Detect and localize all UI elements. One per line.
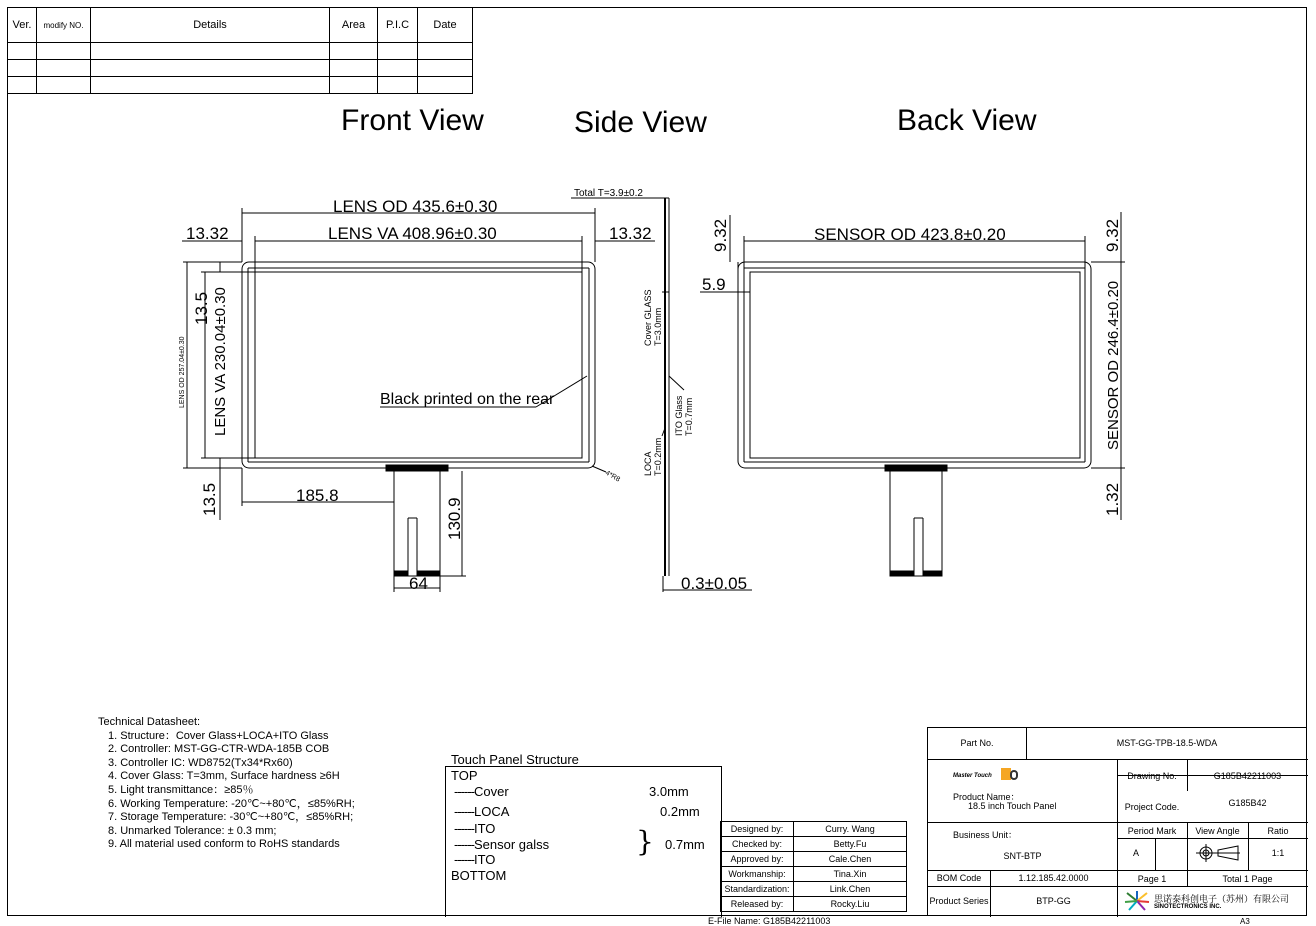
approval-name: Cale.Chen <box>794 852 907 867</box>
product-name: 18.5 inch Touch Panel <box>968 801 1057 811</box>
approval-name: Link.Chen <box>794 882 907 897</box>
tps-bottom: BOTTOM <box>451 868 507 883</box>
front-view-title: Front View <box>341 104 484 137</box>
approval-name: Curry. Wang <box>794 822 907 837</box>
page: Page 1 <box>1137 874 1167 884</box>
company-logo-icon <box>1124 890 1150 912</box>
view-angle-icon <box>1196 844 1242 862</box>
period-mark: A <box>1133 848 1140 858</box>
bom-code: 1.12.185.42.0000 <box>1018 873 1089 883</box>
dim-fpc-thickness: 0.3±0.05 <box>681 574 748 593</box>
dim-lens-od: LENS OD 435.6±0.30 <box>333 197 498 216</box>
black-print-note: Black printed on the rear <box>380 391 555 408</box>
tech-item: 1. Structure：Cover Glass+LOCA+ITO Glass <box>108 729 329 742</box>
tps-brace: } <box>636 825 654 858</box>
front-va-outline <box>255 272 582 458</box>
efile-label: E-File Name: <box>708 916 761 926</box>
rev-header-ver: Ver. <box>8 8 37 43</box>
drawing-no: G185B42211003 <box>1213 771 1282 781</box>
dim-back-left-offset: 5.9 <box>702 275 726 294</box>
efile-value: G185B42211003 <box>763 916 831 926</box>
brand-logo: Master Touch <box>953 773 992 779</box>
efile-name <box>708 916 830 926</box>
tech-item: 8. Unmarked Tolerance: ± 0.3 mm; <box>108 824 277 837</box>
rev-header-pic: P.I.C <box>378 8 418 43</box>
cover-glass-thickness: T=3.0mm <box>653 307 663 346</box>
approval-name: Rocky.Liu <box>794 897 907 912</box>
sheet-size: A3 <box>1240 917 1250 926</box>
tps-layer-sensor: Sensor galss <box>473 837 550 852</box>
approval-name: Betty.Fu <box>794 837 907 852</box>
dim-back-top-left: 9.32 <box>711 218 730 252</box>
approval-role: Standardization: <box>721 882 794 897</box>
cover-glass-label: Cover GLASS <box>643 289 653 346</box>
technical-datasheet <box>98 716 355 852</box>
dim-top-margin: 13.5 <box>192 291 211 325</box>
dim-sensor-od-vertical: SENSOR OD 246.4±0.20 <box>1105 280 1122 450</box>
rev-header-area: Area <box>330 8 378 43</box>
project-code: G185B42 <box>1228 798 1267 808</box>
tps-layer-ito-2: ITO <box>473 852 496 867</box>
title-block <box>927 727 1307 916</box>
ratio-label: Ratio <box>1267 826 1289 836</box>
tech-item: 3. Controller IC: WD8752(Tx34*Rx60) <box>108 756 293 769</box>
back-sensor-outline <box>738 262 1091 468</box>
dim-margin-left: 13.32 <box>186 224 229 243</box>
business-unit-label: Business Unit： <box>953 830 1018 840</box>
back-fpc-tail <box>890 471 942 576</box>
dim-corner-radius: 4*R8 <box>604 469 621 484</box>
product-name-label: Product Name： <box>953 792 1020 802</box>
product-series-label: Product Series <box>929 896 989 906</box>
dim-lens-va: LENS VA 408.96±0.30 <box>328 224 497 243</box>
front-fpc-connector <box>386 465 448 471</box>
ratio: 1:1 <box>1271 848 1285 858</box>
drawing-no-label: Drawing No. <box>1127 771 1177 781</box>
company-name-cn: 思诺泰科创电子（苏州）有限公司 <box>1154 895 1290 905</box>
dim-lens-od-vertical: LENS OD 257.04±0.30 <box>179 336 186 408</box>
total-pages: Total 1 Page <box>1222 874 1273 884</box>
approval-role: Workmanship: <box>721 867 794 882</box>
dim-bottom-margin: 13.5 <box>200 482 219 516</box>
dim-sensor-od: SENSOR OD 423.8±0.20 <box>814 225 1006 244</box>
company-name-en: SINOTECTRONICS INC. <box>1154 904 1222 910</box>
total-thickness-label: Total T=3.9±0.2 <box>574 188 643 199</box>
loca-label: LOCA <box>643 451 653 476</box>
dim-fpc-offset: 185.8 <box>296 486 339 505</box>
tps-thickness-cover: 3.0mm <box>649 784 689 799</box>
tps-thickness-loca: 0.2mm <box>660 804 700 819</box>
ito-glass-label: ITO Glass <box>674 395 684 436</box>
side-view-title: Side View <box>574 106 707 139</box>
project-code-label: Project Code. <box>1124 802 1180 812</box>
view-angle-label: View Angle <box>1195 826 1240 836</box>
part-no: MST-GG-TPB-18.5-WDA <box>1116 738 1218 748</box>
dim-margin-right: 13.32 <box>609 224 652 243</box>
tps-title: Touch Panel Structure <box>451 752 579 767</box>
approval-role: Checked by: <box>721 837 794 852</box>
approval-name: Tina.Xin <box>794 867 907 882</box>
tps-layer-cover: Cover <box>473 784 509 799</box>
tech-title: Technical Datasheet: <box>98 716 201 728</box>
period-mark-label: Period Mark <box>1127 826 1177 836</box>
approval-role: Released by: <box>721 897 794 912</box>
rev-header-details: Details <box>91 8 330 43</box>
dim-back-bottom: 1.32 <box>1103 482 1122 516</box>
product-series: BTP-GG <box>1036 896 1071 906</box>
tps-top: TOP <box>451 768 478 783</box>
tech-item: 6. Working Temperature: -20℃~+80℃，≤85%RH; <box>108 797 355 810</box>
approval-role: Designed by: <box>721 822 794 837</box>
rev-header-date: Date <box>418 8 473 43</box>
tps-layer-ito: ITO <box>473 821 496 836</box>
dim-fpc-length: 130.9 <box>445 497 464 540</box>
dim-lens-va-vertical: LENS VA 230.04±0.30 <box>212 287 229 436</box>
tech-item: 2. Controller: MST-GG-CTR-WDA-185B COB <box>108 743 330 756</box>
tps-thickness-sensor: 0.7mm <box>665 837 705 852</box>
front-lens-outline <box>242 262 595 468</box>
dim-fpc-width: 64 <box>409 574 428 593</box>
bom-code-label: BOM Code <box>936 873 982 883</box>
approval-table <box>720 821 907 912</box>
back-va-outline <box>750 272 1080 458</box>
dim-back-top-right: 9.32 <box>1103 218 1122 252</box>
tps-layer-loca: LOCA <box>473 804 510 819</box>
rev-header-modify: modify NO. <box>37 8 91 43</box>
touch-panel-structure: TOP ------Cover 3.0mm ------LOCA 0.2mm ------ITO ------Sensor galss } 0.7mm ------ITO BOTTOM <box>445 766 722 917</box>
business-unit: SNT-BTP <box>1003 851 1042 861</box>
approval-role: Approved by: <box>721 852 794 867</box>
tech-item: 9. All material used conform to RoHS standards <box>108 838 340 851</box>
back-fpc-connector <box>885 465 947 471</box>
part-no-label: Part No. <box>960 738 994 748</box>
loca-thickness: T=0.2mm <box>653 437 663 476</box>
tech-item: 5. Light transmittance：≥85％ <box>108 783 254 796</box>
ito-glass-thickness: T=0.7mm <box>684 397 694 436</box>
tech-item: 7. Storage Temperature: -30℃~+80℃，≤85%RH; <box>108 811 354 824</box>
tech-item: 4. Cover Glass: T=3mm, Surface hardness ≥6H <box>108 770 340 783</box>
back-view-title: Back View <box>897 104 1037 137</box>
